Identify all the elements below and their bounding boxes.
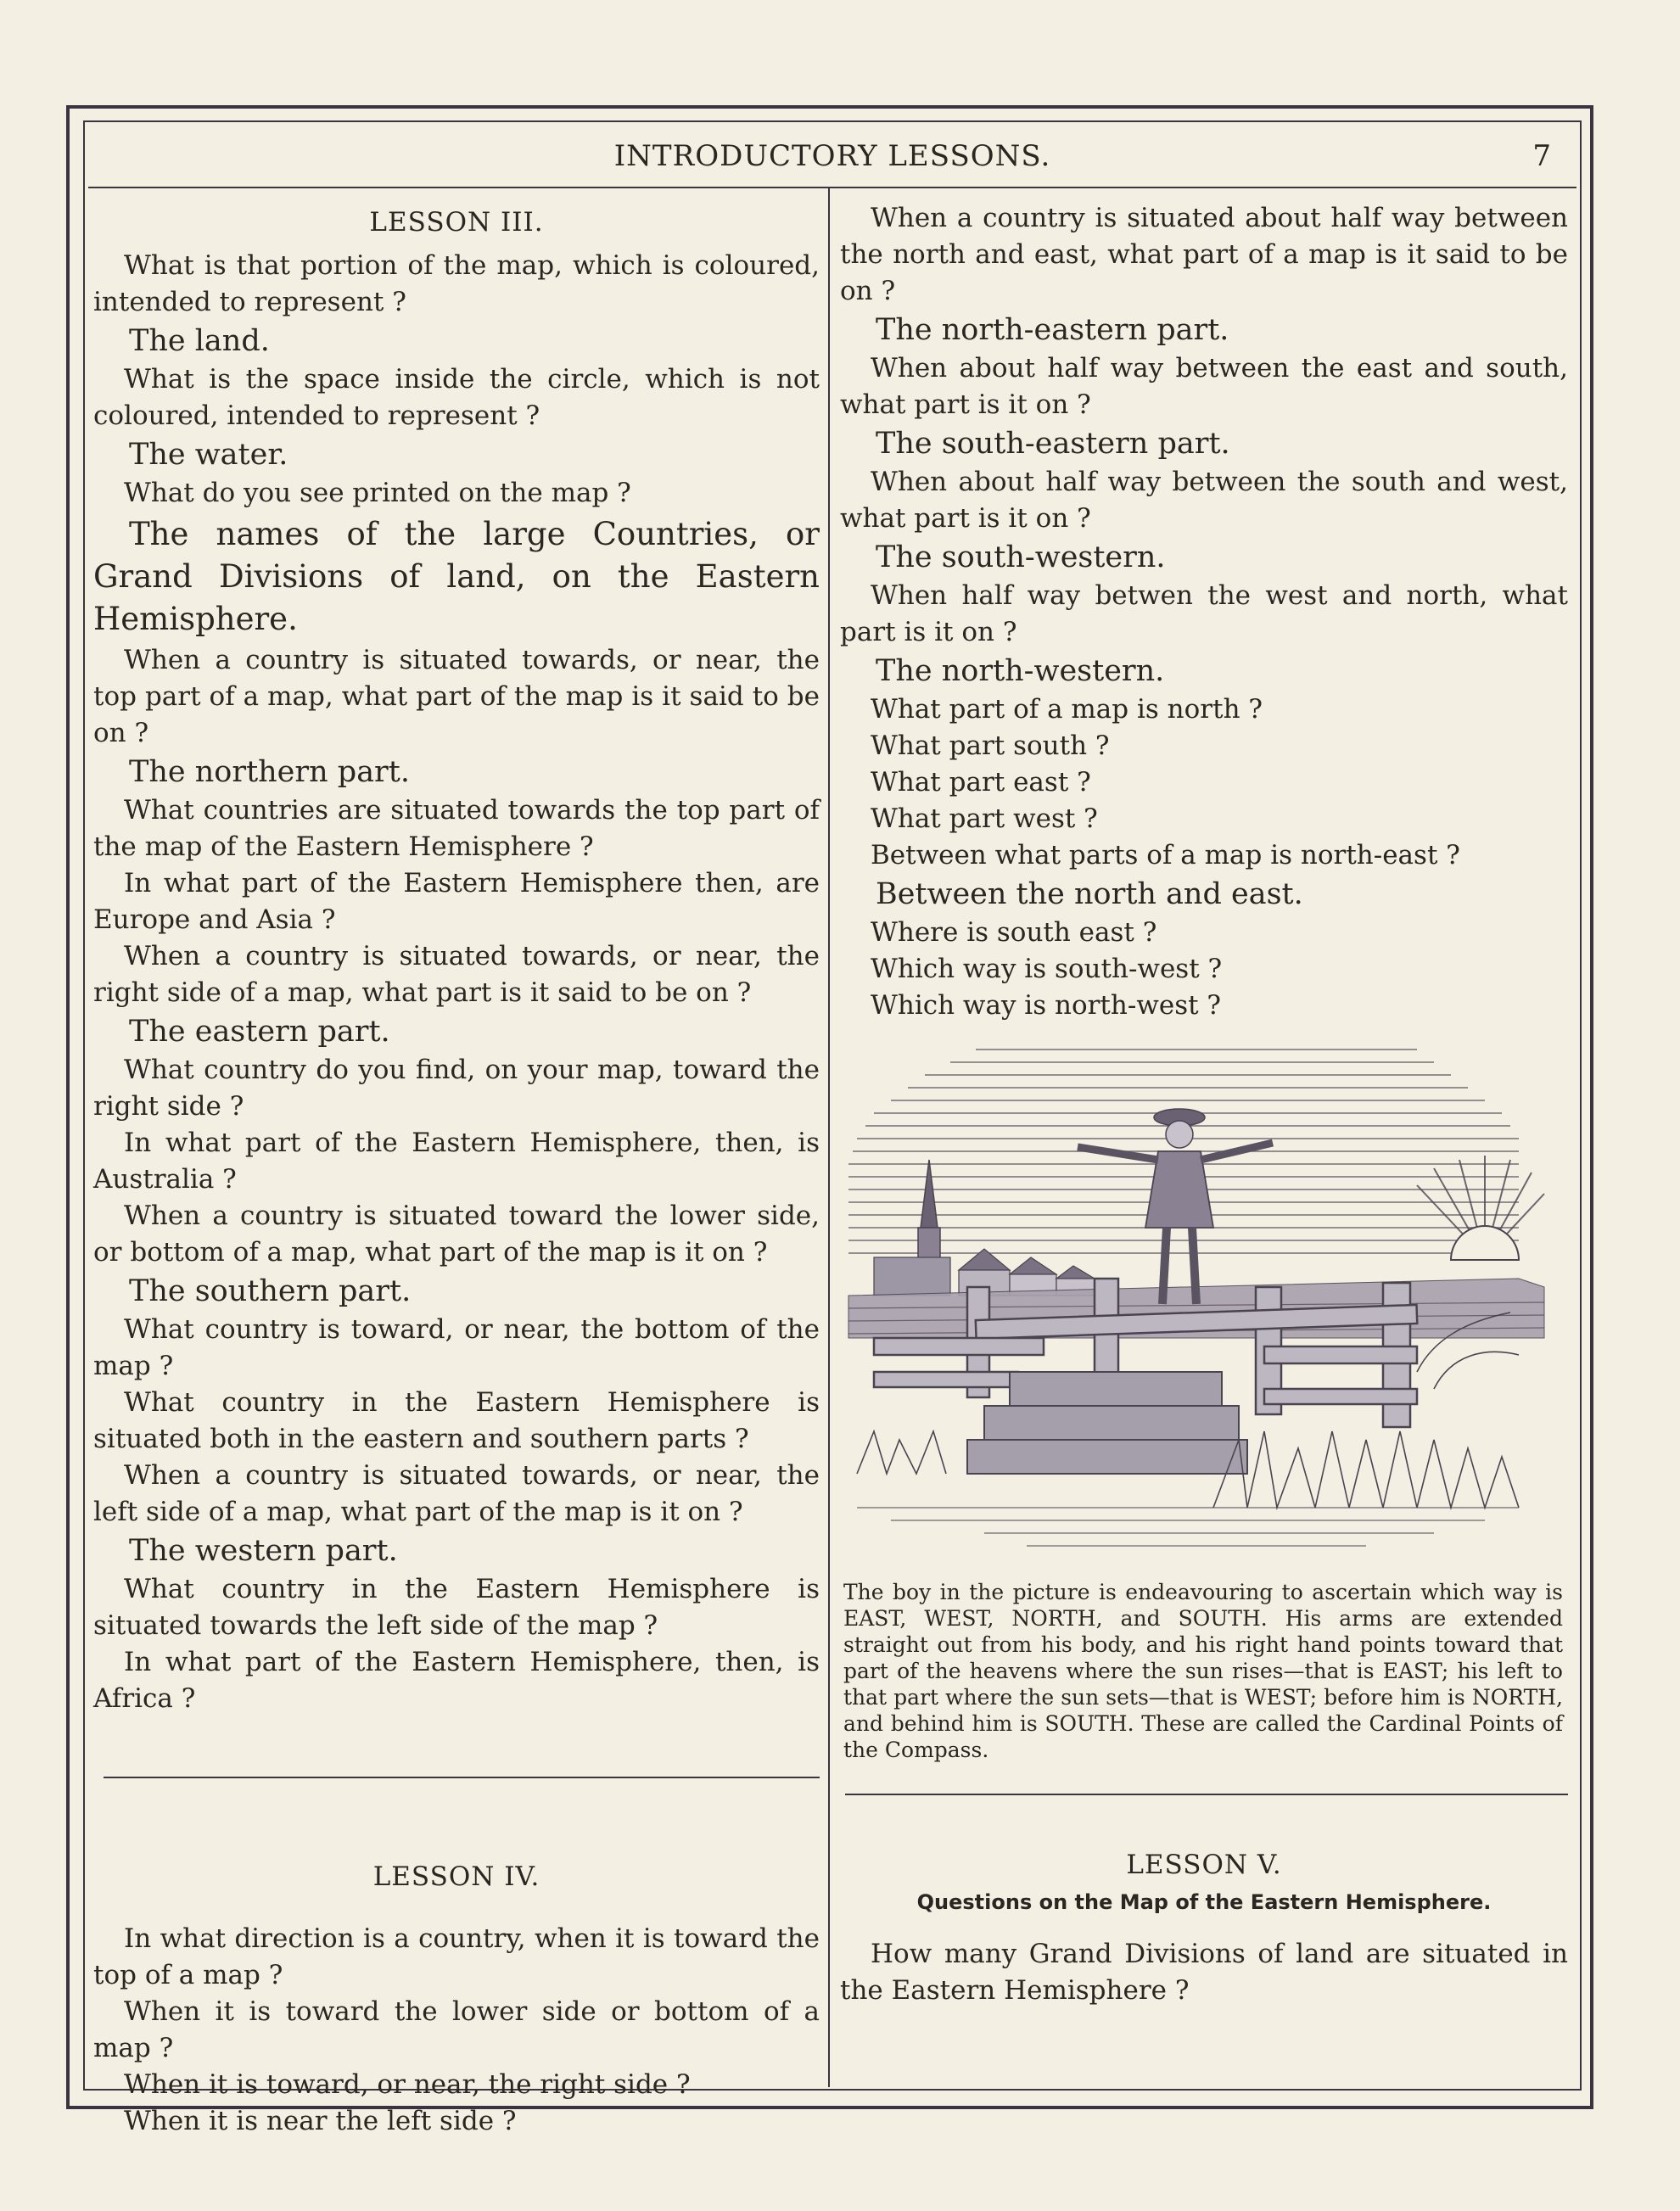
compass-illustration xyxy=(840,1033,1561,1576)
lesson-5-heading: LESSON V. xyxy=(1126,1850,1282,1880)
question: When a country is situated towards, or near, the left side of a map, what part of the map is it on ? xyxy=(93,1460,820,1527)
answer: The south-western. xyxy=(876,540,1166,574)
answer: The land. xyxy=(129,324,270,358)
answer: Between the north and east. xyxy=(876,877,1303,911)
question: When it is near the left side ? xyxy=(124,2106,517,2136)
lesson-3-heading: LESSON III. xyxy=(369,207,544,238)
question: When a country is situated towards, or near, the right side of a map, what part is it said to be on ? xyxy=(93,941,820,1008)
question: When half way betwen the west and north, what part is it on ? xyxy=(840,580,1568,647)
question: How many Grand Divisions of land are situated in the Eastern Hemisphere ? xyxy=(840,1939,1568,2006)
question: What part west ? xyxy=(871,803,1098,834)
question: What countries are situated towards the top part of the map of the Eastern Hemisphere ? xyxy=(93,795,820,862)
question: When a country is situated towards, or near, the top part of a map, what part of the map is it said to be on ? xyxy=(93,645,820,748)
answer: The eastern part. xyxy=(129,1015,390,1049)
answer: The southern part. xyxy=(129,1274,412,1308)
question: What country is toward, or near, the bottom of the map ? xyxy=(93,1314,820,1381)
question: What do you see printed on the map ? xyxy=(124,478,631,508)
question: What country do you find, on your map, toward the right side ? xyxy=(93,1055,820,1122)
page-number: 7 xyxy=(1532,139,1551,173)
column-divider xyxy=(828,188,830,2087)
question: Between what parts of a map is north-east ? xyxy=(871,840,1460,870)
answer: The north-eastern part. xyxy=(876,313,1229,347)
answer: The northern part. xyxy=(129,755,410,789)
right-column xyxy=(840,200,1568,2009)
question: When a country is situated about half way between the north and east, what part of a map is it said to be on ? xyxy=(840,203,1568,306)
question: What is that portion of the map, which is coloured, intended to represent ? xyxy=(93,250,820,317)
lesson-5-subheading: Questions on the Map of the Eastern Hemisphere. xyxy=(916,1890,1492,1914)
left-column xyxy=(93,200,820,2140)
question: Which way is south-west ? xyxy=(871,954,1223,984)
question: What part south ? xyxy=(871,730,1110,761)
answer: The names of the large Countries, or Grand Divisions of land, on the Eastern Hemisphere. xyxy=(93,516,820,637)
answer: The north-western. xyxy=(876,654,1165,688)
question: What part of a map is north ? xyxy=(871,694,1263,725)
lesson-4-heading: LESSON IV. xyxy=(372,1861,540,1892)
question: What part east ? xyxy=(871,767,1091,798)
answer: The south-eastern part. xyxy=(876,427,1230,461)
running-head: INTRODUCTORY LESSONS. xyxy=(613,139,1051,173)
question: When a country is situated toward the lower side, or bottom of a map, what part of the map is it on ? xyxy=(93,1201,820,1268)
question: Which way is north-west ? xyxy=(871,990,1222,1021)
question: In what part of the Eastern Hemisphere, then, is Australia ? xyxy=(93,1128,820,1195)
question: In what part of the Eastern Hemisphere, then, is Africa ? xyxy=(93,1647,820,1714)
question: When about half way between the east and south, what part is it on ? xyxy=(840,353,1568,420)
answer: The western part. xyxy=(129,1534,398,1568)
question: When about half way between the south and west, what part is it on ? xyxy=(840,467,1568,534)
question: What is the space inside the circle, which is not coloured, intended to represent ? xyxy=(93,364,820,431)
question: What country in the Eastern Hemisphere is situated both in the eastern and southern parts ? xyxy=(93,1387,820,1454)
question: Where is south east ? xyxy=(871,917,1157,948)
question: In what direction is a country, when it is toward the top of a map ? xyxy=(93,1923,820,1990)
page-header xyxy=(88,127,1576,188)
illustration-caption: The boy in the picture is endeavouring to ascertain which way is EAST, WEST, NORTH, and SOUTH. His arms are extended straight out from his body, and his right hand points toward that part of the heavens where the sun rises—that is EAST; his left to that part where the sun sets—that is WEST; before him is NORTH, and behind him is SOUTH. These are called the Cardinal Points of the Compass. xyxy=(843,1580,1563,1762)
question: When it is toward, or near, the right side ? xyxy=(124,2069,691,2100)
question: In what part of the Eastern Hemisphere then, are Europe and Asia ? xyxy=(93,868,820,935)
answer: The water. xyxy=(129,438,288,472)
question: What country in the Eastern Hemisphere is situated towards the left side of the map ? xyxy=(93,1574,820,1641)
question: When it is toward the lower side or bottom of a map ? xyxy=(93,1996,820,2063)
